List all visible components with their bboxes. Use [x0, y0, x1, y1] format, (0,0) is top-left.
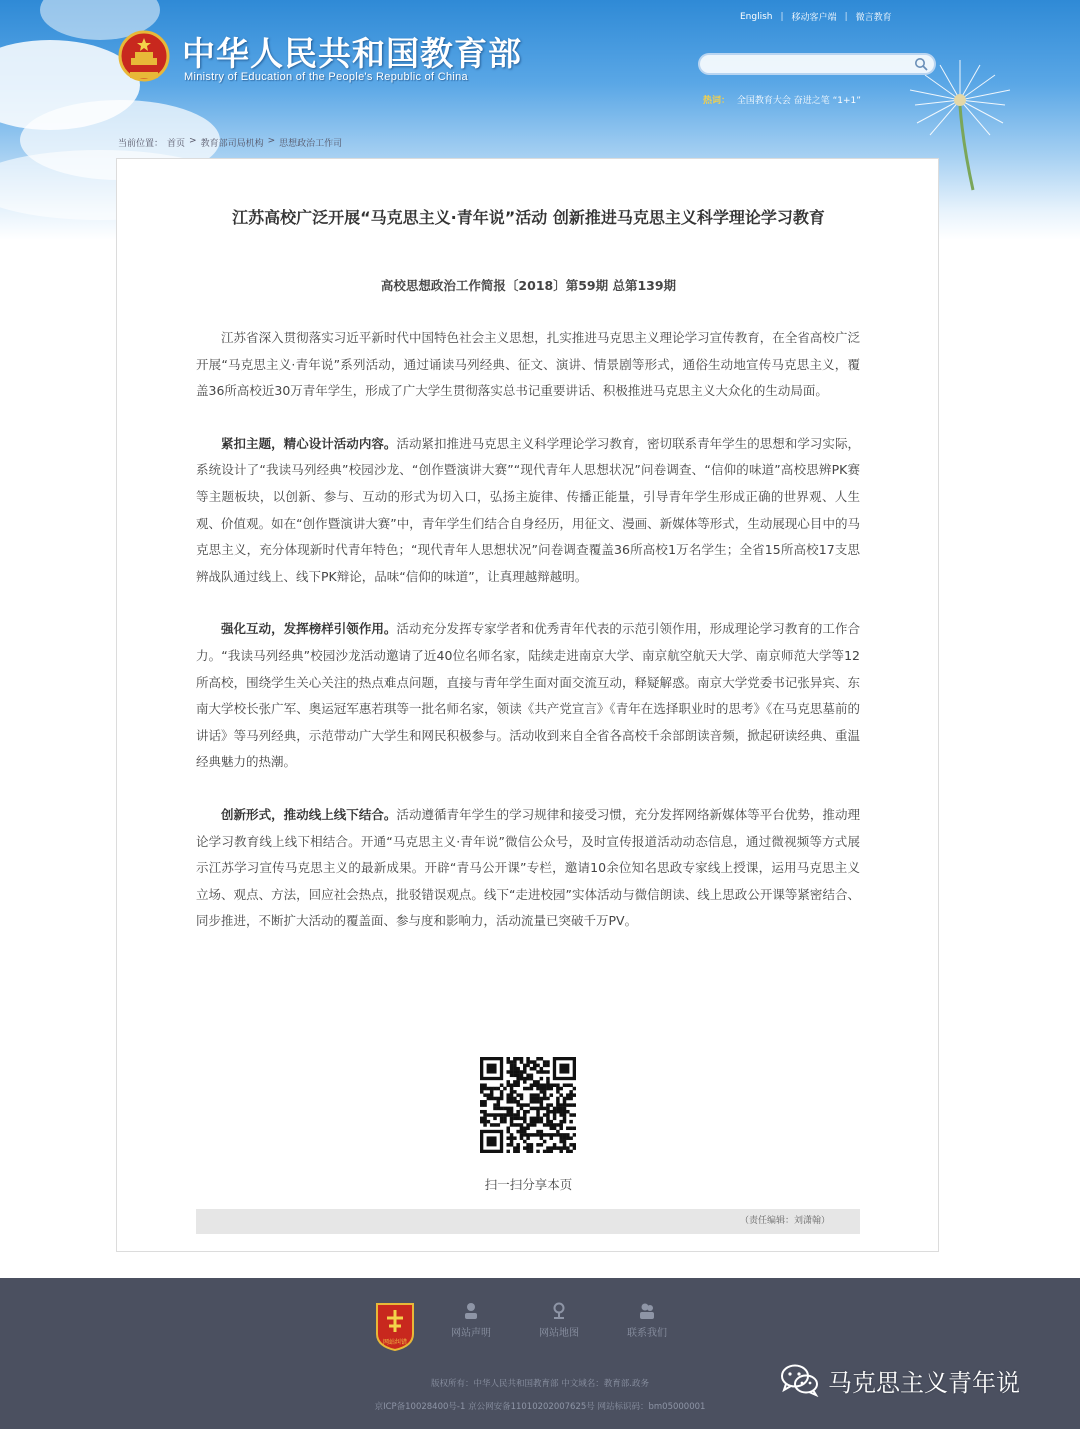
article-paragraph [196, 616, 860, 776]
site-footer [0, 1278, 1080, 1429]
breadcrumb-prefix: 当前位置： [118, 139, 164, 149]
footer-link-label: 网站声明 [451, 1328, 491, 1339]
hot-words-links[interactable]: 全国教育大会 奋进之笔 “1+1” [736, 96, 861, 106]
hot-words-label: 热词： [703, 96, 731, 106]
paragraph-text: 活动遵循青年学生的学习规律和接受习惯，充分发挥网络新媒体等平台优势，推动理论学习教育线上线下相结合。开通“马克思主义·青年说”微信公众号，及时宣传报道活动动态信息，通过微视频等方式展示江苏学习宣传马克思主义的最新成果。开辟“青马公开课”专栏，邀请10余位知名思政专家线上授课，运用马克思主义立场、观点、方法，回应社会热点，批驳错误观点。线下“走进校园”实体活动与微信朗读、线上思政公开课等紧密结合、同步推进，不断扩大活动的覆盖面、参与度和影响力，活动流量已突破千万PV。 [196, 806, 860, 929]
article-title: 江苏高校广泛开展“马克思主义·青年说”活动 创新推进马克思主义科学理论学习教育 [232, 208, 825, 227]
search-box [698, 53, 936, 75]
link-separator: | [780, 11, 784, 22]
paragraph-lead: 紧扣主题，精心设计活动内容。 [221, 435, 397, 451]
article-paragraph [196, 802, 860, 935]
english-link[interactable]: English [740, 11, 773, 22]
footer-link-contact[interactable] [612, 1302, 682, 1339]
article-subtitle: 高校思想政治工作简报〔2018〕第59期 总第139期 [380, 278, 677, 293]
paragraph-text: 江苏省深入贯彻落实习近平新时代中国特色社会主义思想，扎实推进马克思主义理论学习宣传教育，在全省高校广泛开展“马克思主义·青年说”系列活动，通过诵读马列经典、征文、演讲、情景剧等形式，通俗生动地宣传马克思主义，覆盖36所高校近30万青年学生，形成了广大学生贯彻落实总书记重要讲话、积极推进马克思主义大众化的生动局面。 [196, 330, 860, 399]
article-body [196, 325, 860, 961]
breadcrumb-item-department[interactable]: 思想政治工作司 [279, 139, 343, 149]
weiyan-education-link[interactable]: 微言教育 [855, 13, 892, 23]
top-links [740, 10, 892, 23]
breadcrumb-item-home[interactable]: 首页 [167, 139, 186, 149]
contacts-icon [639, 1302, 655, 1320]
breadcrumb-separator: > [267, 136, 276, 146]
site-logo-title[interactable]: 中华人民共和国教育部 [182, 34, 522, 73]
paragraph-lead: 强化互动，发挥榜样引领作用。 [221, 621, 397, 637]
article-paragraph [196, 431, 860, 591]
footer-icp: 京ICP备10028400号-1 京公网安备11010202007625号 网站标识码：bm05000001 [374, 1402, 706, 1412]
footer-link-sitemap[interactable] [524, 1302, 594, 1339]
national-emblem-icon [118, 30, 170, 84]
editor-credit: （责任编辑：刘潇翰） [739, 1216, 830, 1226]
watermark-text: 马克思主义青年说 [828, 1368, 1020, 1397]
editor-bar [196, 1209, 860, 1234]
paragraph-text: 活动紧扣推进马克思主义科学理论学习教育，密切联系青年学生的思想和学习实际，系统设计了“我读马列经典”校园沙龙、“创作暨演讲大赛”“现代青年人思想状况”问卷调查、“信仰的味道”高校思辨PK赛等主题板块，以创新、参与、互动的形式为切入口，弘扬主旋律、传播正能量，引导青年学生形成正确的世界观、人生观、价值观。如在“创作暨演讲大赛”中，青年学生们结合自身经历，用征文、漫画、新媒体等形式，生动展现心目中的马克思主义，充分体现新时代青年特色；“现代青年人思想状况”问卷调查覆盖36所高校1万名学生；全省15所高校17支思辨战队通过线上、线下PK辩论，品味“信仰的味道”，让真理越辩越明。 [196, 435, 860, 584]
share-qr-code[interactable] [480, 1057, 576, 1153]
person-icon [463, 1302, 479, 1320]
breadcrumb-separator: > [189, 136, 197, 146]
paragraph-text: 活动充分发挥专家学者和优秀青年代表的示范引领作用，形成理论学习教育的工作合力。“我读马列经典”校园沙龙活动邀请了近40位名师名家，陆续走进南京大学、南京航空航天大学、南京师范大学等12所高校，围绕学生关心关注的热点难点问题，直接与青年学生面对面交流互动，释疑解惑。南京大学党委书记张异宾、东南大学校长张广军、奥运冠军惠若琪等一批名师名家，领读《共产党宣言》《青年在选择职业时的思考》《在马克思墓前的讲话》等马列经典，示范带动广大学生和网民积极参与。活动收到来自全省各高校千余部朗读音频，掀起研读经典、重温经典魅力的热潮。 [196, 621, 860, 770]
breadcrumb-item-bureau[interactable]: 教育部司局机构 [200, 139, 264, 149]
mobile-client-link[interactable]: 移动客户端 [791, 13, 837, 23]
search-icon[interactable] [914, 57, 928, 71]
wechat-watermark [780, 1361, 1020, 1399]
wechat-icon [780, 1363, 820, 1397]
article-card [116, 158, 939, 1252]
site-logo-subtitle: Ministry of Education of the People's Republic of China [184, 71, 468, 83]
badge-label: 网站纠错 [382, 1339, 408, 1346]
footer-copyright: 版权所有：中华人民共和国教育部 中文域名：教育部.政务 [431, 1379, 649, 1389]
location-pin-icon [551, 1302, 567, 1320]
qr-caption: 扫一扫分享本页 [484, 1177, 573, 1192]
footer-link-label: 网站地图 [539, 1328, 579, 1339]
article-paragraph [196, 325, 860, 405]
error-report-badge-icon[interactable] [373, 1300, 417, 1352]
search-input[interactable] [710, 59, 910, 77]
footer-link-statement[interactable] [436, 1302, 506, 1339]
footer-link-label: 联系我们 [627, 1328, 667, 1339]
link-separator: | [844, 11, 848, 22]
paragraph-lead: 创新形式，推动线上线下结合。 [221, 806, 397, 822]
breadcrumb [118, 136, 342, 149]
hot-words [703, 93, 861, 106]
